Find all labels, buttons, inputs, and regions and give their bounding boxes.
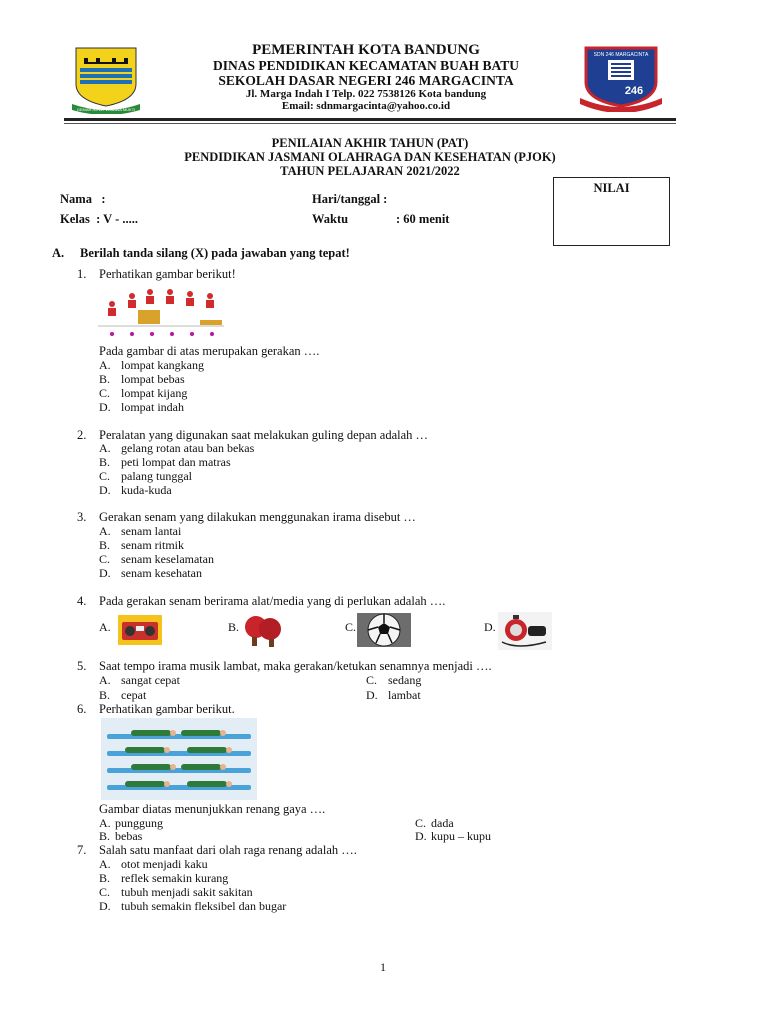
q7-number: 7.: [77, 843, 87, 857]
letterhead-department: DINAS PENDIDIKAN KECAMATAN BUAH BATU: [212, 58, 520, 73]
option-letter: B.: [228, 620, 240, 634]
exam-title: PENILAIAN AKHIR TAHUN (PAT): [271, 136, 469, 150]
q7-option-d[interactable]: [99, 899, 286, 914]
option-letter: C.: [99, 386, 111, 400]
school-logo-name: SDN 246 MARGACINTA: [593, 52, 649, 58]
q2-option-d[interactable]: [99, 483, 172, 498]
option-letter: B.: [99, 455, 111, 469]
logo-motto: GEMAH RIPAH WIBAWA MUKTI: [76, 107, 136, 112]
q3-option-c[interactable]: [99, 552, 214, 567]
option-text: gelang rotan atau ban bekas: [121, 441, 255, 455]
q7-text: Salah satu manfaat dari olah raga renang adalah ….: [99, 843, 357, 857]
q2-option-b[interactable]: [99, 455, 231, 470]
q1-option-c[interactable]: [99, 386, 187, 401]
option-letter: C.: [366, 673, 378, 687]
option-letter: A.: [99, 524, 111, 538]
q6-option-d[interactable]: [415, 829, 491, 844]
q6-text-followup: Gambar diatas menunjukkan renang gaya ….: [99, 802, 326, 816]
option-text: dada: [431, 816, 454, 830]
q5-option-c[interactable]: [366, 673, 421, 688]
option-text: senam keselamatan: [121, 552, 214, 566]
q4-option-d[interactable]: [484, 620, 496, 635]
option-text: tubuh menjadi sakit sakitan: [121, 885, 253, 899]
option-text: bebas: [115, 829, 143, 843]
hari-tanggal-field[interactable]: Hari/tanggal :: [312, 192, 388, 206]
q3-option-a[interactable]: [99, 524, 181, 539]
option-letter: B.: [99, 688, 111, 702]
option-text: sangat cepat: [121, 673, 180, 687]
waktu-label: Waktu: [312, 212, 349, 226]
kelas-field[interactable]: Kelas : V - .....: [60, 212, 139, 226]
option-text: lambat: [388, 688, 421, 702]
page-number: 1: [380, 960, 386, 974]
bandung-city-logo: [70, 44, 142, 114]
option-letter: B.: [99, 538, 111, 552]
letterhead-address: Jl. Marga Indah I Telp. 022 7538126 Kota bandung: [245, 88, 487, 100]
q1-option-b[interactable]: [99, 372, 185, 387]
option-text: tubuh semakin fleksibel dan bugar: [121, 899, 287, 913]
q2-text: Peralatan yang digunakan saat melakukan guling depan adalah …: [99, 428, 429, 442]
q5-option-d[interactable]: [366, 688, 421, 703]
q5-number: 5.: [77, 659, 87, 673]
nilai-label: NILAI: [593, 181, 630, 195]
boombox-icon[interactable]: [118, 615, 162, 645]
exam-subject: PENDIDIKAN JASMANI OLAHRAGA DAN KESEHATAN (PJOK): [184, 150, 556, 164]
section-letter: A.: [52, 246, 65, 260]
option-letter: D.: [99, 483, 111, 497]
soccer-ball-icon[interactable]: [357, 613, 411, 647]
option-text: senam ritmik: [121, 538, 184, 552]
option-letter: A.: [99, 620, 111, 634]
option-letter: D.: [484, 620, 496, 634]
q3-number: 3.: [77, 510, 87, 524]
q1-option-a[interactable]: [99, 358, 204, 373]
q7-option-a[interactable]: [99, 857, 208, 872]
q6-text: Perhatikan gambar berikut.: [99, 702, 235, 716]
q2-number: 2.: [77, 428, 87, 442]
option-letter: C.: [99, 552, 111, 566]
q3-text: Gerakan senam yang dilakukan menggunakan irama disebut …: [99, 510, 416, 524]
option-text: cepat: [121, 688, 147, 702]
option-letter: B.: [99, 829, 111, 843]
q7-option-c[interactable]: [99, 885, 253, 900]
option-text: lompat bebas: [121, 372, 185, 386]
option-text: peti lompat dan matras: [121, 455, 231, 469]
q6-number: 6.: [77, 702, 87, 716]
nama-field[interactable]: Nama :: [60, 192, 106, 206]
letterhead-email: Email: sdnmargacinta@yahoo.co.id: [281, 100, 451, 112]
exam-year: TAHUN PELAJARAN 2021/2022: [280, 164, 460, 178]
letterhead-divider-thin: [64, 123, 676, 124]
option-letter: C.: [345, 620, 357, 634]
q1-text-followup: Pada gambar di atas merupakan gerakan ….: [99, 344, 320, 358]
q6-option-b[interactable]: [99, 829, 142, 844]
q1-text: Perhatikan gambar berikut!: [99, 267, 236, 281]
option-letter: D.: [415, 829, 427, 843]
option-letter: B.: [99, 871, 111, 885]
section-instruction: Berilah tanda silang (X) pada jawaban yang tepat!: [80, 246, 350, 260]
option-text: punggung: [115, 816, 163, 830]
q2-option-c[interactable]: [99, 469, 192, 484]
option-text: lompat kijang: [121, 386, 188, 400]
q4-text: Pada gerakan senam berirama alat/media yang di perlukan adalah ….: [99, 594, 446, 608]
option-letter: A.: [99, 857, 111, 871]
option-letter: D.: [99, 400, 111, 414]
option-text: senam kesehatan: [121, 566, 202, 580]
option-letter: D.: [366, 688, 378, 702]
option-text: sedang: [388, 673, 422, 687]
q3-option-b[interactable]: [99, 538, 184, 553]
letterhead-divider: [64, 118, 676, 121]
option-letter: B.: [99, 372, 111, 386]
option-text: lompat indah: [121, 400, 184, 414]
waktu-value: : 60 menit: [396, 212, 450, 226]
stopwatch-icon[interactable]: [498, 612, 552, 650]
nilai-box[interactable]: [553, 177, 670, 246]
vault-jump-illustration: [98, 282, 224, 338]
option-letter: A.: [99, 816, 111, 830]
q5-text: Saat tempo irama musik lambat, maka gerakan/ketukan senamnya menjadi ….: [99, 659, 492, 673]
q4-option-c[interactable]: [345, 620, 356, 635]
option-text: kuda-kuda: [121, 483, 172, 497]
option-letter: A.: [99, 358, 111, 372]
option-text: reflek semakin kurang: [121, 871, 229, 885]
swimming-stroke-illustration: [101, 718, 257, 800]
option-letter: D.: [99, 566, 111, 580]
option-letter: A.: [99, 673, 111, 687]
school-logo-number: 246: [624, 85, 644, 97]
q1-number: 1.: [77, 267, 87, 281]
option-text: lompat kangkang: [121, 358, 204, 372]
option-letter: D.: [99, 899, 111, 913]
q4-number: 4.: [77, 594, 87, 608]
q4-option-b[interactable]: [228, 620, 239, 635]
option-letter: C.: [99, 469, 111, 483]
letterhead-school: SEKOLAH DASAR NEGERI 246 MARGACINTA: [218, 73, 514, 88]
school-logo: [578, 42, 664, 112]
option-letter: C.: [415, 816, 427, 830]
q5-option-a[interactable]: [99, 673, 180, 688]
option-letter: A.: [99, 441, 111, 455]
option-text: palang tunggal: [121, 469, 192, 483]
option-text: senam lantai: [121, 524, 182, 538]
ping-pong-paddle-icon[interactable]: [242, 613, 284, 647]
option-text: kupu – kupu: [431, 829, 491, 843]
q3-option-d[interactable]: [99, 566, 202, 581]
letterhead-government: PEMERINTAH KOTA BANDUNG: [252, 42, 480, 58]
q1-option-d[interactable]: [99, 400, 184, 415]
q2-option-a[interactable]: [99, 441, 254, 456]
q5-option-b[interactable]: [99, 688, 146, 703]
option-text: otot menjadi kaku: [121, 857, 208, 871]
q7-option-b[interactable]: [99, 871, 228, 886]
q4-option-a[interactable]: [99, 620, 111, 635]
option-letter: C.: [99, 885, 111, 899]
